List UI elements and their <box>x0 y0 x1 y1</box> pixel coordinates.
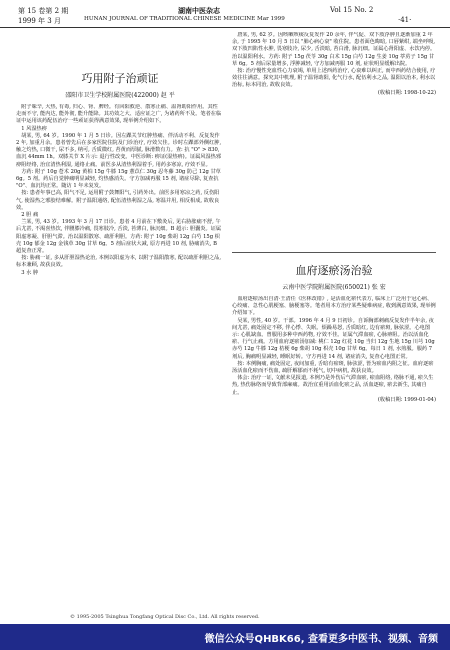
header-rule <box>0 27 450 28</box>
issue-info: 第 15 卷第 2 期 <box>18 7 69 15</box>
received-date: (收稿日期: 1998-10-22) <box>377 89 436 96</box>
paragraph: 按: 胁痛一证, 多从肝胆湿热论治, 本例以阳虚为本, 以附子温阳散寒, 配以疏肝利胆之品, 标本兼顾, 故获良效。 <box>16 255 221 269</box>
article-title: 巧用附子治顽证 <box>81 72 159 85</box>
article-body-left <box>16 104 222 610</box>
banner-text: 微信公众号QHBK66, 查看更多中医书、视频、音频 <box>204 633 438 645</box>
paragraph: 胡某, 男, 64 岁。1990 年 1 月 5 日诊。因左踝关节红肿热痛、伴活动不利、反复发作 2 年, 加重月余。患者曾先后在多家医院住院及门诊治疗, 疗效欠佳。诊时左踝部外侧红肿, 触之灼热, 口微干, 尿不多, 纳可, 舌质微红, 苔黄而厚腻, 脉滑数有力。查: 抗 "O" > 830, 血沉 44mm 1h。双膝关节 X 片示: 退行性改变。中医诊断: 痹证(湿热痹)。证属风湿热邪痹阻经络, 治宜清热利湿, 通络止痛。前医多从清热利湿着手, 用药多寒凉, 疗效不显。 <box>16 132 222 168</box>
paragraph: 附子味辛, 大热, 有毒, 归心、肾、脾经。有回阳救逆、散寒止痛、温肾助阳作用。其性走而不守, 能内达, 能外彻, 能升能降。其功效之大、适应证之广, 为诸药所不及。笔者在临证中运用该药配伍治疗一些顽证获得满意效果, 现举例介绍如下。 <box>16 104 222 125</box>
paragraph: 按: 本例胸痛, 痛处固定, 夜间加重, 舌暗有瘀斑, 脉弦涩, 皆为瘀血内阻之征。血府逐瘀汤活血化瘀而不伤血, 疏肝解郁而不耗气, 切中病机, 故获良效。 <box>232 360 434 375</box>
received-date: (收稿日期: 1999-01-04) <box>377 396 436 403</box>
article-title: 血府逐瘀汤治验 <box>295 264 373 277</box>
article-author: 云南中医学院附属医院(650021) 张 宏 <box>282 284 386 291</box>
section-heading: 3 水 肿 <box>21 269 39 276</box>
copyright-footer: © 1995-2005 Tsinghua Tongfang Optical Disc Co., Ltd. All rights reserved. <box>70 614 260 620</box>
paragraph: 方药: 附子 10g 苍术 20g 黄柏 15g 牛膝 15g 薏苡仁 30g 忍冬藤 30g 防己 12g 甘草 6g。5 剂。药后自觉肿痛明显减轻, 灼热感消失。守方加减再服 15 剂, 诸症尽除, 复查抗 "O"、血沉均正常。随访 1 年未复发。 <box>16 168 221 190</box>
article-separator <box>232 252 436 253</box>
article-body-right-continued <box>232 32 436 246</box>
paragraph: 兰某, 男, 43 岁。1993 年 3 月 17 日诊。患者 4 月前在下敷灸后, 见右胁胀痛不舒, 午后尤甚, 不渴喜热饮, 伴腰膝冷痛, 畏寒肢冷, 舌淡, 苔薄白, 脉沉细。B 超示: 胆囊炎。证属阳虚寒凝、肝胆气滞。治以温阳散寒、疏肝利胆。方药: 附子 10g 柴胡 12g 白芍 15g 枳壳 10g 郁金 12g 金钱草 30g 甘草 6g。5 剂后症状大减, 原方再进 10 剂, 胁痛消失, B 超复查正常。 <box>16 219 222 255</box>
article-body-right <box>232 296 436 610</box>
paragraph: 按: 患者年事已高, 阳气不足, 运用附子鼓舞阳气, 引药外出。前医多用寒凉之药, 反伤阳气, 使湿热之邪胶结难解。附子温阳通络, 配伍清热利湿之品, 寒温并用, 相反相成, 故收良效。 <box>16 190 220 211</box>
paragraph: 唐某, 男, 62 岁。因咳嗽咳痰反复发作 20 余年, 伴气促、双下肢浮肿且逐渐加重 2 年余, 于 1995 年 10 月 5 日以 "肺心病心衰" 收住院。患者面色晦暗, 口唇紫绀, 端坐呼吸, 双下肢凹陷性水肿, 畏寒肢冷, 尿少, 舌淡暗, 苔白滑, 脉沉细。证属心肾阳虚、水饮内停。治以温阳利水。方药: 附子 15g 茯苓 30g 白术 15g 白芍 12g 生姜 10g 葶苈子 15g 甘草 6g。5 剂后尿量增多, 浮肿减轻, 守方加减再服 10 剂, 症状明显缓解出院。 <box>232 32 436 67</box>
section-heading: 1 风湿热痹 <box>21 125 47 132</box>
journal-name-english: HUNAN JOURNAL OF TRADITIONAL CHINESE MEDICINE Mar 1999 <box>84 16 285 22</box>
paragraph: 吴某, 男性, 40 岁。干部。1996 年 4 月 9 日初诊。自诉胸部刺痛反复发作半年余, 夜间尤甚, 痛处固定不移, 伴心悸、失眠、烦躁易怒, 舌质暗红, 边有瘀斑, 脉弦涩。心电图示: 心肌缺血。曾服用多种中西药物, 疗效不佳。证属气滞血瘀, 心脉痹阻。治以活血化瘀、行气止痛。方用血府逐瘀汤加减: 桃仁 12g 红花 10g 当归 12g 生地 15g 川芎 10g 赤芍 12g 牛膝 12g 桔梗 6g 柴胡 10g 枳壳 10g 甘草 6g。每日 1 剂, 水煎服。服药 7 剂后, 胸痛明显减轻, 睡眠好转。守方再进 14 剂, 诸症消失, 复查心电图正常。 <box>232 317 435 360</box>
paragraph: 体会: 治疗一证, 文献未见报道, 本例乃是外伤后气滞血瘀, 瘀血阻络, 络脉不通, 瘀久生热, 热伤脉络而导致背部麻痛。故治宜重用活血化瘀之品, 活血逐瘀, 瘀去新生, 其痛自止。 <box>232 375 434 396</box>
page-number: ·41· <box>398 16 412 24</box>
journal-name: 湖南中医杂志 <box>178 6 220 15</box>
issue-date: 1999 年 3 月 <box>18 17 61 25</box>
wechat-banner <box>0 624 450 650</box>
paragraph: 血府逐瘀汤出自清·王清任《医林改错》, 是活血化瘀代表方, 临床上广泛用于冠心病、心绞痛、急性心肌梗塞、脑梗塞等。笔者用本方治疗某些疑难病症, 收到满意效果, 现举例介绍如下。 <box>232 296 436 317</box>
paragraph: 按: 治疗慢性充血性心力衰竭, 单用上述西药治疗, 心衰难以纠正, 而中西药结合使用, 疗效往往满意。探究其中机理, 附子温肾助阳, 化气行水, 配伍利水之品, 温阳以治本, 利水以治标, 标本同治, 故收良效。 <box>232 68 436 89</box>
section-heading: 2 胆 痛 <box>21 212 39 219</box>
volume-info: Vol 15 No. 2 <box>330 6 374 14</box>
article-author: 邵阳市卫生学校附属医院(422000) 赵 平 <box>65 92 175 99</box>
